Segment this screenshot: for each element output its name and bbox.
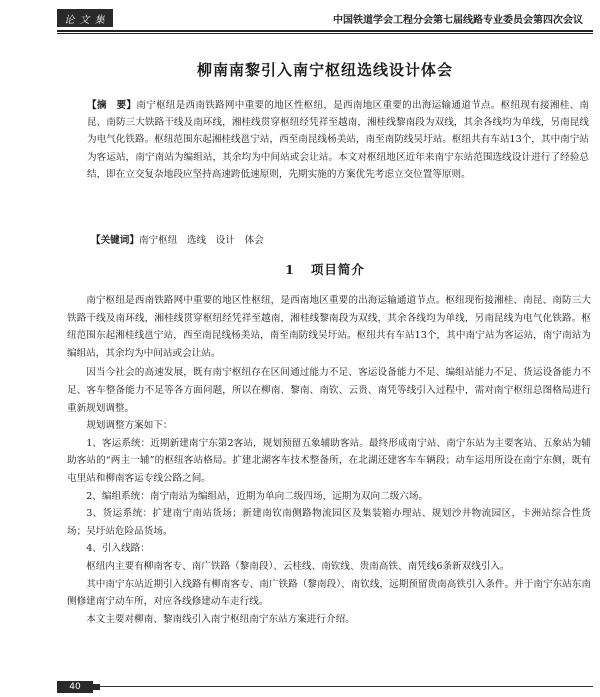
journal-logo: 论 文 集 [57, 9, 113, 27]
section-heading [57, 260, 593, 278]
header-rule-thin [57, 33, 593, 34]
abstract-text: 南宁枢纽是西南铁路网中重要的地区性枢纽，是西南地区重要的出海运输通道节点。枢纽现有接湘桂、南昆、南防三大铁路干线及南环线，湘桂线贯穿枢纽经凭祥至越南，湘桂线黎南段为双线，其余各线均为单线，另南昆线为电气化铁路。枢纽范围东起湘桂线邕宁站，西至南昆线杨美站，南至南防线吴圩站。枢纽共有车站13个，其中南宁站为客运站，南宁南站为编组站，其余均为中间站或会让站。本文对枢纽地区近年来南宁东站范围选线设计进行了经验总结，即在立交复杂地段应坚持高速跨低速原则，先期实施的方案优先考虑立交位置等原则。 [87, 100, 590, 180]
running-header [57, 9, 593, 27]
section-title-text: 项目简介 [310, 262, 365, 277]
footer-rule [57, 686, 593, 687]
paragraph: 2、编组系统：南宁南站为编组站，近期为单向二级四场，远期为双向二级六场。 [86, 490, 429, 502]
keywords-text: 南宁枢纽 选线 设计 体会 [138, 235, 264, 246]
paragraph: 3、货运系统：扩建南宁南站货场；新建南钦南侧路物流园区及集装箱办理站、规划沙井物流园区，卡洲站综合性货场；吴圩站危险品货场。 [67, 508, 591, 537]
abstract-tag: 【摘 要】 [87, 100, 137, 111]
abstract [87, 97, 589, 183]
paragraph: 4、引入线路： [86, 543, 150, 555]
keywords [91, 233, 571, 249]
section-number: 1 [285, 262, 295, 277]
paragraph: 其中南宁东站近期引入线路有柳南客专、南广铁路（黎南段）、南钦线，远期预留贵南高铁引入条件。并于南宁东站东南侧修建南宁动车所，对应各线修建动车走行线。 [67, 578, 591, 608]
header-rule [57, 30, 593, 32]
conference-title: 中国铁道学会工程分会第七届线路专业委员会第四次会议 [333, 14, 583, 26]
paragraph: 本文主要对柳南、黎南线引入南宁枢纽南宁东站方案进行介绍。 [86, 613, 355, 625]
paragraph: 因当今社会的高速发展，既有南宁枢纽存在区间通过能力不足、客运设备能力不足、编组站能力不足、货运设备能力不足、客车整备能力不足等各方面问题，所以在柳南、黎南、南钦、云贵、南凭等线引入过程中，需对南宁枢纽总图格局进行重新规划调整。 [67, 367, 591, 414]
paragraph: 枢纽内主要有柳南客专、南广铁路（黎南段）、云桂线、南钦线、贵南高铁、南凭线6条新双线引入。 [86, 560, 510, 572]
keywords-tag: 【关键词】 [91, 235, 139, 246]
paragraph: 1、客运系统：近期新建南宁东第2客站，规划预留五象辅助客站。最终形成南宁站、南宁东站为主要客站、五象站为辅助客站的“两主一辅”的枢纽客站格局。扩建北湖客车技术整备所，在北湖还建客车车辆段；动车运用所设在南宁东侧，既有屯里站和柳南客运专线公路之间。 [67, 437, 591, 484]
footer-marker [93, 684, 100, 690]
paragraph: 南宁枢纽是西南铁路网中重要的地区性枢纽，是西南地区重要的出海运输通道节点。枢纽现衔接湘桂、南昆、南防三大铁路干线及南环线，湘桂线贯穿枢纽经凭祥至越南，湘桂线黎南段为双线，其余各线均为单线，另南昆线为电气化铁路。枢纽范围东起湘桂线邕宁站，西至南昆线杨美站，南至南防线吴圩站。枢纽共有车站13个，其中南宁站为客运站，南宁南站为编组站，其余均为中间站或会让站。 [67, 295, 591, 359]
page-number: 40 [57, 681, 93, 693]
paragraph: 规划调整方案如下： [86, 420, 173, 432]
body-text [67, 292, 591, 628]
paper-title: 柳南南黎引入南宁枢纽选线设计体会 [196, 61, 453, 79]
